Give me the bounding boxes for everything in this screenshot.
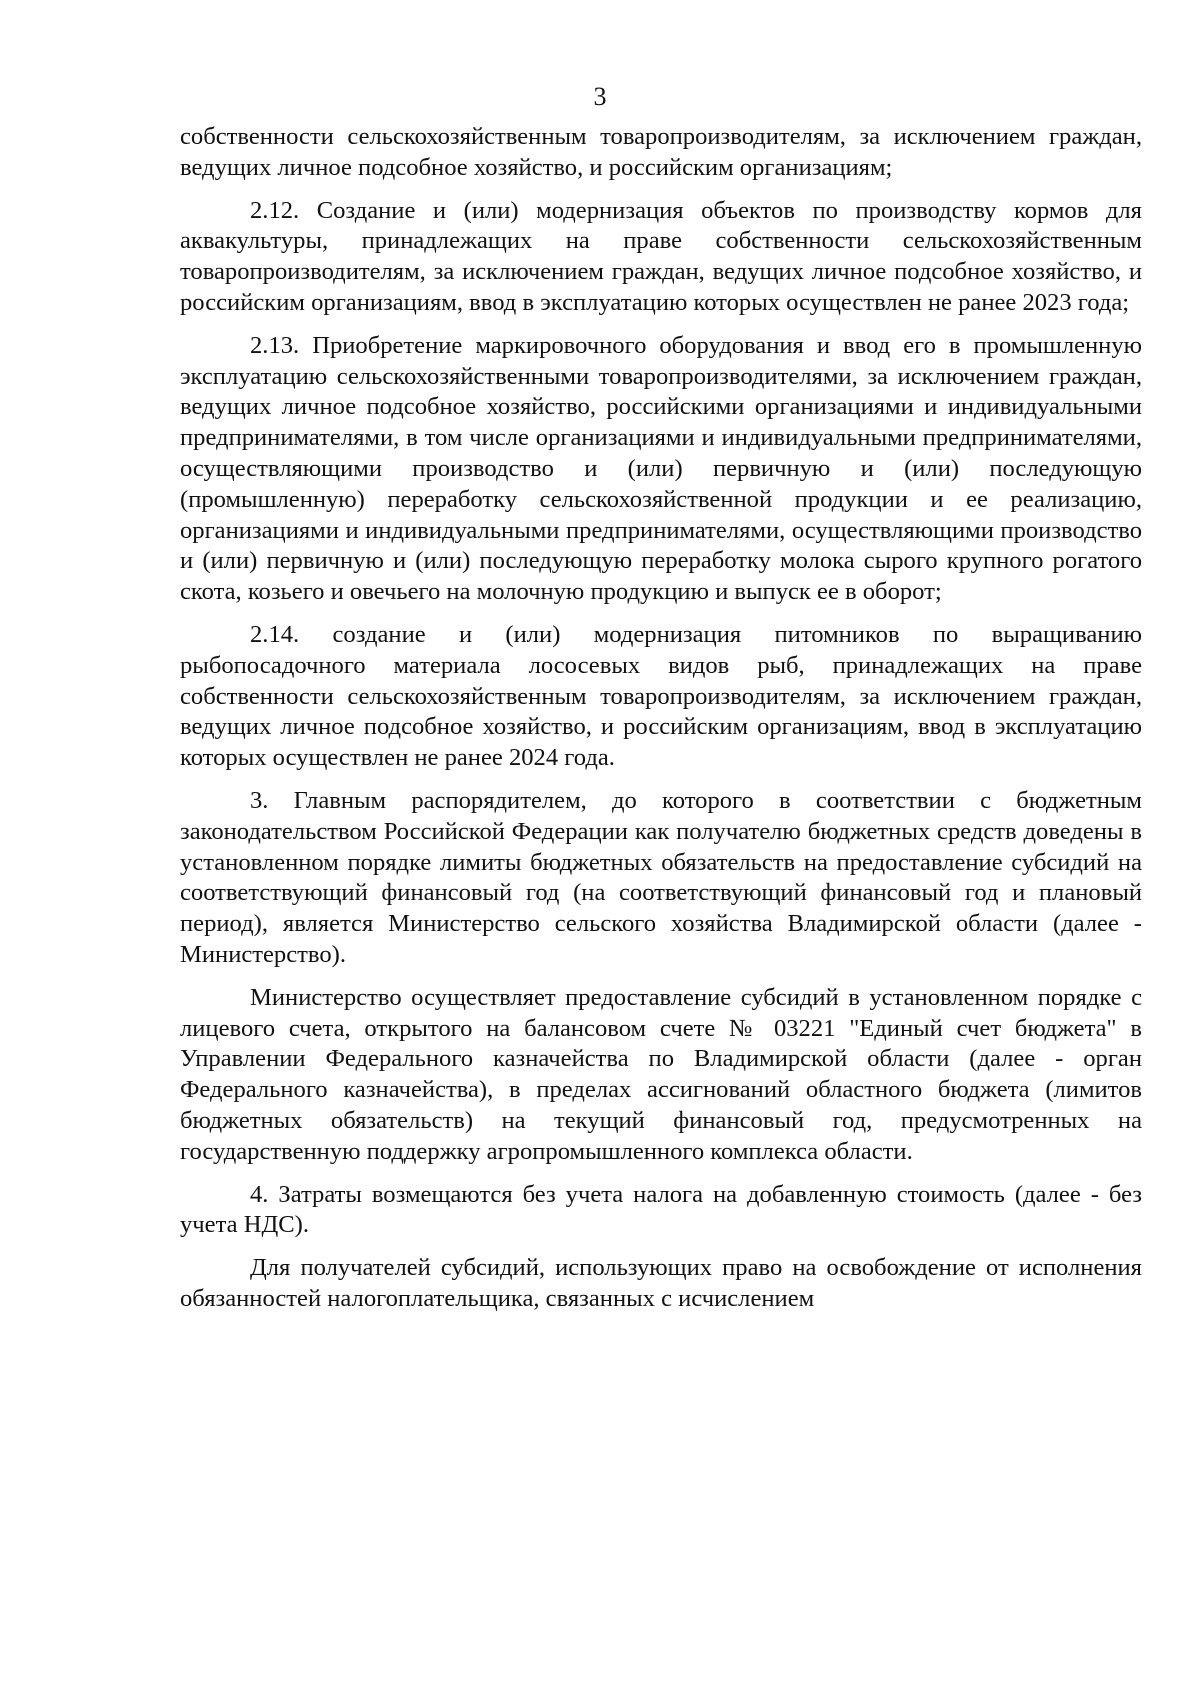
paragraph-4: 4. Затраты возмещаются без учета налога на добавленную стоимость (далее - без учета НДС). (180, 1180, 1142, 1239)
page-number: 3 (593, 82, 607, 111)
paragraph-ministry: Министерство осуществляет предоставление субсидий в установленном порядке с лицевого счета, открытого на балансовом счете № 03221 "Единый счет бюджета" в Управлении Федерального казначейства по Владимирской области (далее - орган Федерального казначейства), в пределах ассигнований областного бюджета (лимитов бюджетных обязательств) на текущий финансовый год, предусмотренных на государственную поддержку агропромышленного комплекса области. (180, 983, 1142, 1165)
paragraph-2-12: 2.12. Создание и (или) модернизация объектов по производству кормов для аквакультуры, принадлежащих на праве собственности сельскохозяйственным товаропроизводителям, за исключением граждан, ведущих личное подсобное хозяйство, и российским организациям, ввод в эксплуатацию которых осуществлен не ранее 2023 года; (180, 196, 1142, 316)
paragraph-vat-exemption: Для получателей субсидий, использующих право на освобождение от исполнения обязанностей налогоплательщика, связанных с исчислением (180, 1254, 1142, 1312)
paragraph-continuation: собственности сельскохозяйственным товаропроизводителям, за исключением граждан, ведущих личное подсобное хозяйство, и российским организациям; (180, 123, 1142, 181)
paragraph-2-13: 2.13. Приобретение маркировочного оборудования и ввод его в промышленную эксплуатацию сельскохозяйственными товаропроизводителями, за исключением граждан, ведущих личное подсобное хозяйство, российскими организациями и индивидуальными предпринимателями, в том числе организациями и индивидуальными предпринимателями, осуществляющими производство и (или) первичную и (или) последующую (промышленную) переработку сельскохозяйственной продукции и ее реализацию, организациями и индивидуальными предпринимателями, осуществляющими производство и (или) первичную и (или) последующую переработку молока сырого крупного рогатого скота, козьего и овечьего на молочную продукцию и выпуск ее в оборот; (180, 331, 1142, 606)
paragraph-3: 3. Главным распорядителем, до которого в соответствии с бюджетным законодательством Российской Федерации как получателю бюджетных средств доведены в установленном порядке лимиты бюджетных обязательств на предоставление субсидий на соответствующий финансовый год (на соответствующий финансовый год и плановый период), является Министерство сельского хозяйства Владимирской области (далее - Министерство). (180, 786, 1142, 968)
document-body (180, 122, 1142, 1315)
paragraph-2-14: 2.14. создание и (или) модернизация питомников по выращиванию рыбопосадочного материала лососевых видов рыб, принадлежащих на праве собственности сельскохозяйственным товаропроизводителям, за исключением граждан, ведущих личное подсобное хозяйство, и российским организациям, ввод в эксплуатацию которых осуществлен не ранее 2024 года. (180, 620, 1142, 772)
